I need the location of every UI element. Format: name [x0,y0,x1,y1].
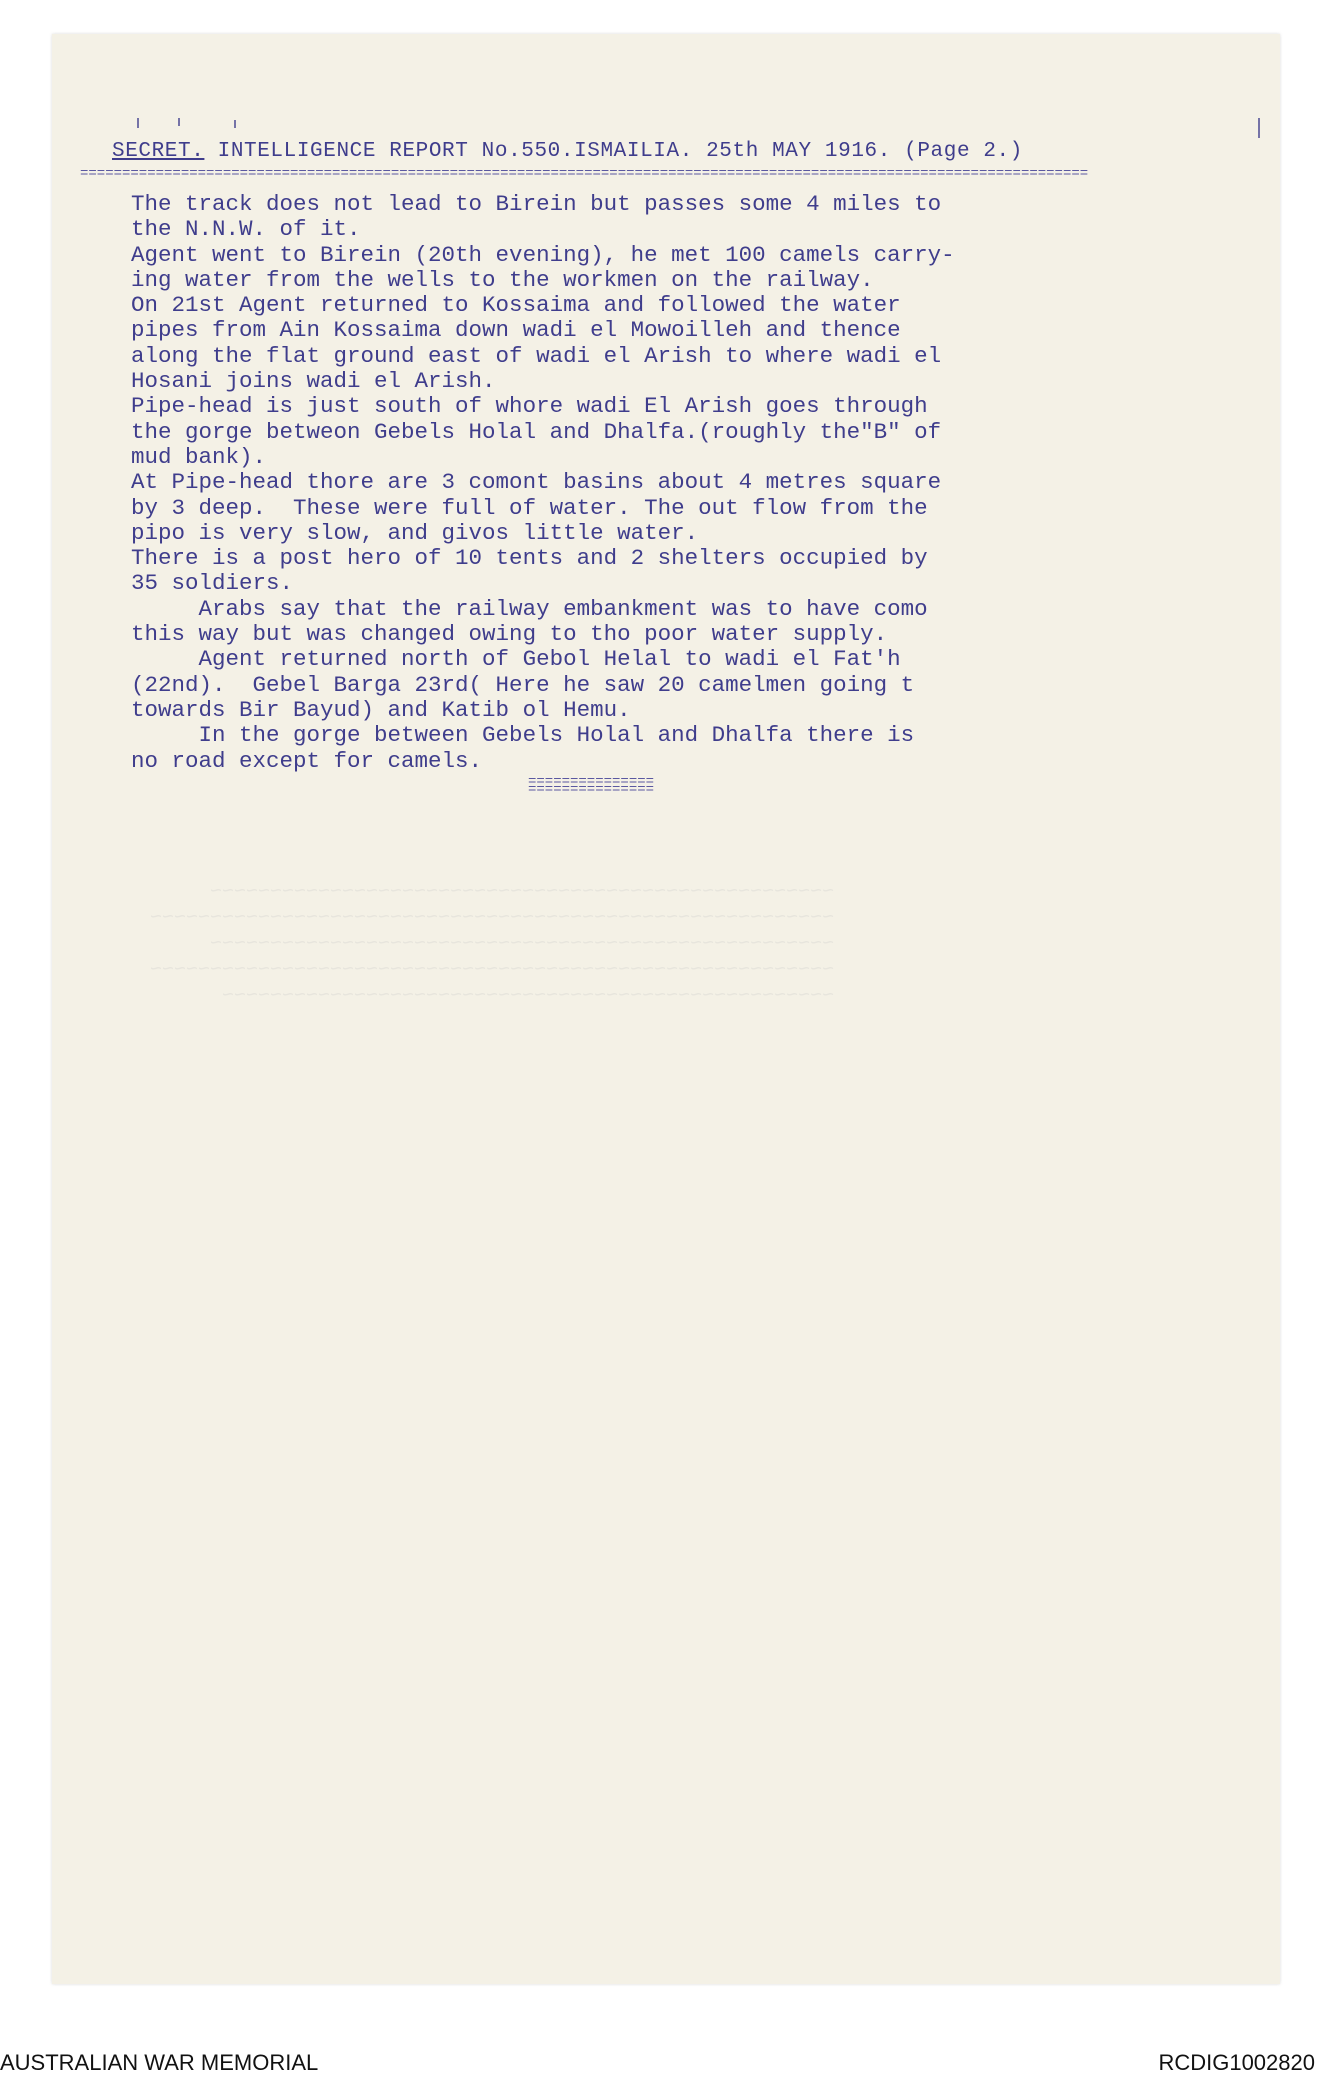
text-line: by 3 deep. These were full of water. The out flow from the [131,494,928,521]
text-line: On 21st Agent returned to Kossaima and followed the water [131,292,901,319]
text-line: Agent returned north of Gebol Helal to wadi el Fat'h [131,646,901,673]
margin-tick [234,120,236,128]
text-line: At Pipe-head thore are 3 comont basins about 4 metres square [131,469,942,496]
text-line: mud bank). [131,443,267,470]
text-line: Hosani joins wadi el Arish. [131,368,496,395]
text-line: the gorge betweon Gebels Holal and Dhalfa.(roughly the"B" of [131,418,942,445]
text-line: There is a post hero of 10 tents and 2 shelters occupied by [131,545,928,572]
text-line: Arabs say that the railway embankment was to have como [131,595,928,622]
text-line: towards Bir Bayud) and Katib ol Hemu. [131,696,631,723]
report-title: INTELLIGENCE REPORT No.550.ISMAILIA. 25th MAY 1916. (Page 2.) [204,140,1023,163]
header-rule: ======================================================================================================================== [80,170,1089,178]
margin-tick [178,118,180,126]
text-line: The track does not lead to Birein but passes some 4 miles to [131,191,942,217]
text-line: pipes from Ain Kossaima down wadi el Mowoilleh and thence [131,317,901,344]
margin-tick [1258,118,1260,138]
show-through-bleed: ~~~~~~~~~~~~~~~~~~~~~~~~~~~~~~~~~~~~~~~~~~~~~~~~~~~~ ~~~~~~~~~~~~~~~~~~~~~~~~~~~~~~~~~~~~~~~~~~~~~~~~~~~~~~~~~ ~~~~~~~~~~~~~~~~~~~~~~~~~~~~~~~~~~~~~~~~~~~~~~~~~~~~ ~~~~~~~~~~~~~~~~~~~~~~~~~~~~~~~~~~~~~~~~~~~~~~~~~~~~~~~~~ ~~~~~~~~~~~~~~~~~~~~~~~~~~~~~~~~~~~~~~~~~~~~~~~~~~~ [150,881,835,1008]
text-line: 35 soldiers. [131,570,294,597]
text-line: the N.N.W. of it. [131,216,361,243]
footer-record-id: RCDIG1002820 [1158,2050,1315,2075]
report-header [112,140,1023,163]
text-line: ing water from the wells to the workmen on the railway. [131,266,874,293]
end-rule: =============== =============== [528,774,655,798]
text-line: no road except for camels. [131,747,483,774]
text-line: along the flat ground east of wadi el Arish to where wadi el [131,342,942,369]
margin-tick [137,118,139,128]
text-line: pipo is very slow, and givos little water. [131,519,699,546]
secret-stamp: SECRET. [112,140,205,163]
report-body [131,192,1151,774]
text-line: Agent went to Birein (20th evening), he met 100 camels carry- [131,241,955,268]
text-line: Pipe-head is just south of whore wadi El Arish goes through [131,393,928,420]
text-line: this way but was changed owing to tho poor water supply. [131,621,888,648]
text-line: In the gorge between Gebels Holal and Dhalfa there is [131,722,915,749]
footer-institution: AUSTRALIAN WAR MEMORIAL [0,2050,319,2075]
text-line: (22nd). Gebel Barga 23rd( Here he saw 20 camelmen going t [131,671,915,698]
